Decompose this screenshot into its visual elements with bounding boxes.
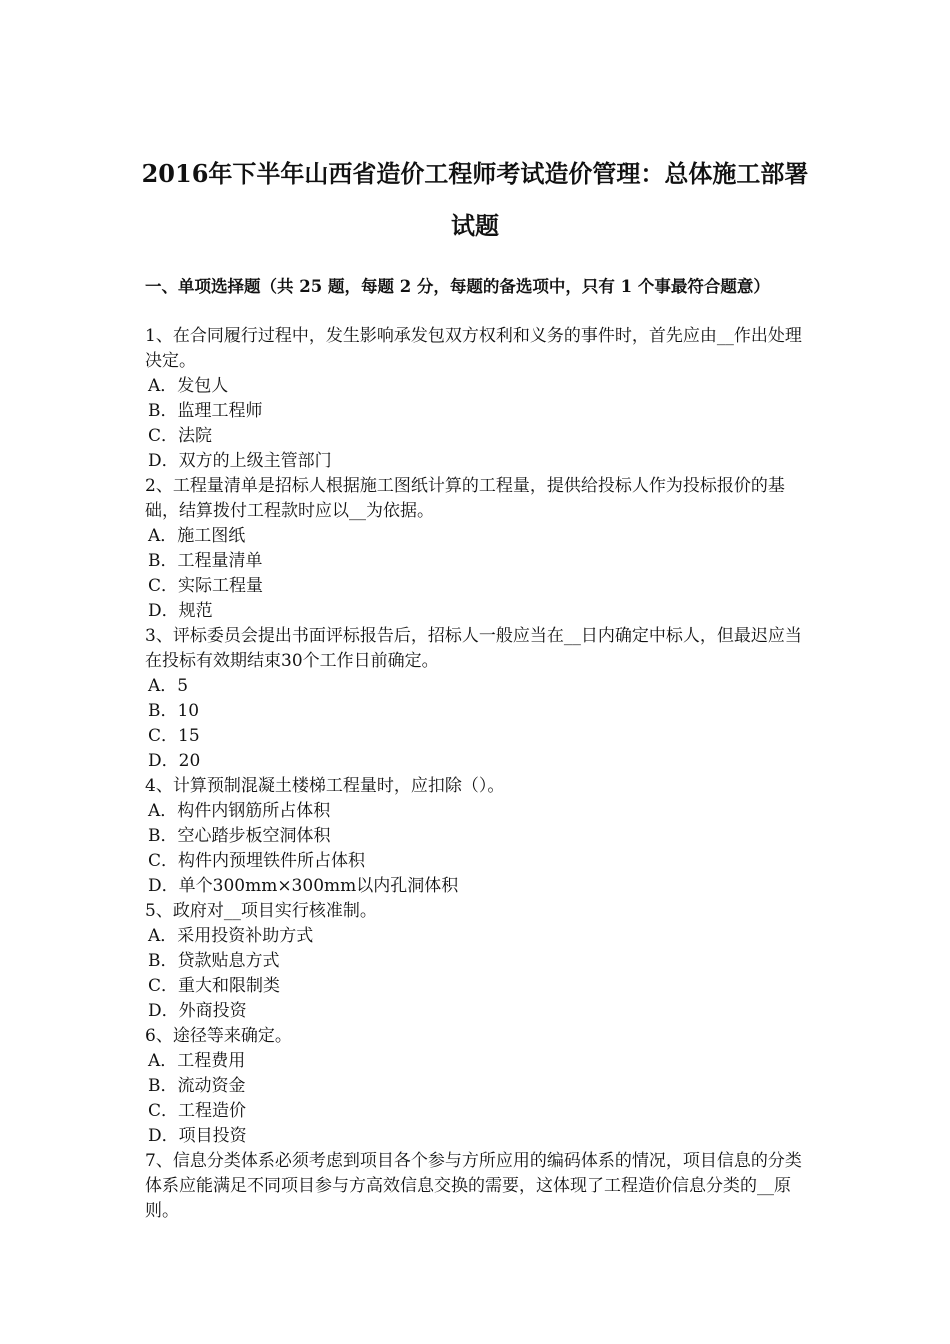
answer-option: C．法院 [148, 426, 213, 446]
answer-option: D．外商投资 [148, 1001, 247, 1021]
answer-option: B．流动资金 [148, 1076, 246, 1096]
answer-option: D．双方的上级主管部门 [148, 451, 332, 471]
question-block [145, 474, 810, 624]
question-block [145, 1149, 810, 1224]
answer-option: D．单个300mm×300mm以内孔洞体积 [148, 876, 459, 896]
answer-option: A．采用投资补助方式 [148, 926, 314, 946]
answer-option: A．施工图纸 [148, 526, 246, 546]
question-text: 5、政府对__项目实行核准制。 [145, 901, 377, 921]
answer-option: B．工程量清单 [148, 551, 263, 571]
question-block [145, 774, 810, 899]
answer-option: B．10 [148, 701, 200, 721]
answer-option: C．15 [148, 726, 200, 746]
answer-option: D．规范 [148, 601, 213, 621]
answer-option: C．重大和限制类 [148, 976, 281, 996]
answer-option: C．实际工程量 [148, 576, 264, 596]
question-block [145, 899, 810, 1024]
answer-option: B．监理工程师 [148, 401, 263, 421]
answer-option: A．构件内钢筋所占体积 [148, 801, 331, 821]
answer-option: C．构件内预埋铁件所占体积 [148, 851, 366, 871]
answer-option: B．贷款贴息方式 [148, 951, 280, 971]
question-block [145, 1024, 810, 1149]
question-list [145, 324, 810, 1224]
section-heading: 一、单项选择题（共 25 题，每题 2 分，每题的备选项中，只有 1 个事最符合题意） [145, 277, 770, 296]
question-block [145, 624, 810, 774]
question-text: 4、计算预制混凝土楼梯工程量时，应扣除（）。 [145, 776, 505, 796]
answer-option: D．项目投资 [148, 1126, 247, 1146]
answer-option: C．工程造价 [148, 1101, 247, 1121]
question-text: 3、评标委员会提出书面评标报告后，招标人一般应当在__日内确定中标人，但最迟应当在投标有效期结束30个工作日前确定。 [145, 626, 802, 671]
answer-option: A．工程费用 [148, 1051, 246, 1071]
question-text: 1、在合同履行过程中，发生影响承发包双方权利和义务的事件时，首先应由__作出处理决定。 [145, 326, 802, 371]
answer-option: D．20 [148, 751, 201, 771]
document-title: 2016年下半年山西省造价工程师考试造价管理：总体施工部署试题 [141, 159, 809, 240]
question-block [145, 324, 810, 474]
answer-option: B．空心踏步板空洞体积 [148, 826, 331, 846]
answer-option: A．发包人 [148, 376, 229, 396]
answer-option: A．5 [148, 676, 189, 696]
question-text: 2、工程量清单是招标人根据施工图纸计算的工程量，提供给投标人作为投标报价的基础，结算拨付工程款时应以__为依据。 [145, 476, 785, 521]
question-text: 7、信息分类体系必须考虑到项目各个参与方所应用的编码体系的情况，项目信息的分类体系应能满足不同项目参与方高效信息交换的需要，这体现了工程造价信息分类的__原则。 [145, 1151, 802, 1221]
question-text: 6、途径等来确定。 [145, 1026, 292, 1046]
